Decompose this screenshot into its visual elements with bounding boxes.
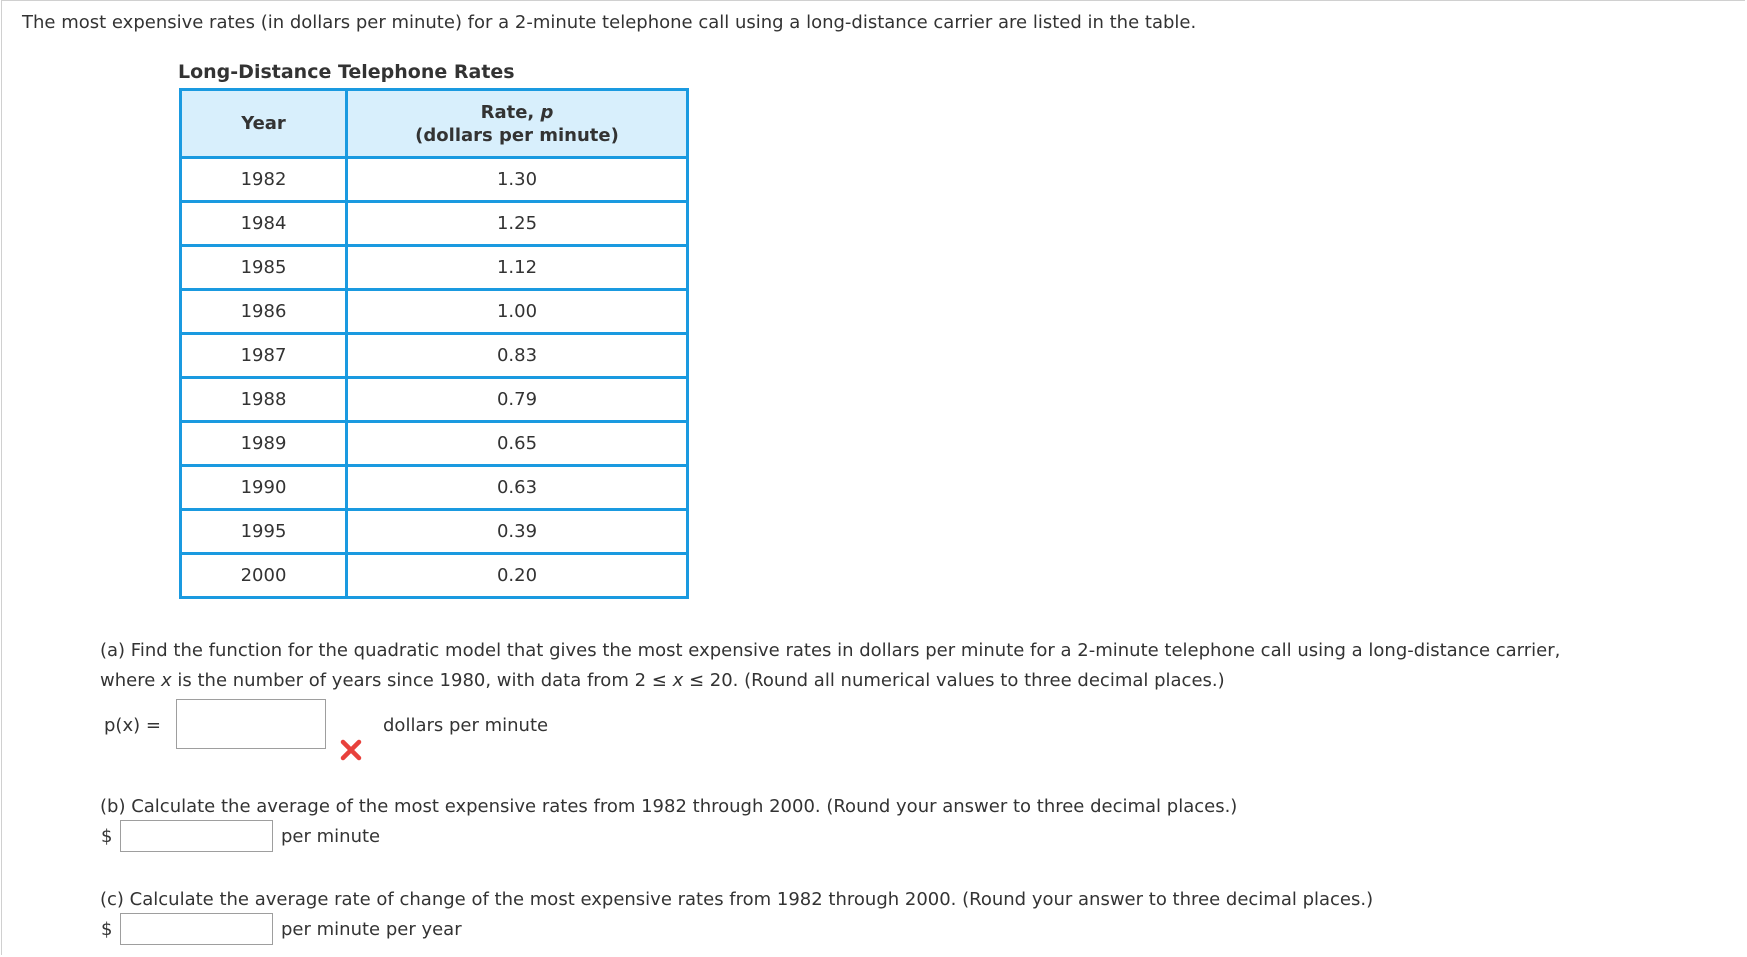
intro-text: The most expensive rates (in dollars per minute) for a 2-minute telephone call using a long-distance carrier are listed in the table. bbox=[22, 12, 1197, 33]
table-title: Long-Distance Telephone Rates bbox=[178, 61, 515, 83]
rate-of-change-answer-input[interactable] bbox=[120, 913, 273, 945]
table-row bbox=[181, 158, 688, 202]
header-rate-units: (dollars per minute) bbox=[415, 124, 619, 146]
table-row bbox=[181, 554, 688, 598]
table-row bbox=[181, 246, 688, 290]
cell-rate: 0.20 bbox=[347, 554, 688, 598]
part-c-currency: $ bbox=[101, 919, 113, 940]
part-b-prompt: (b) Calculate the average of the most expensive rates from 1982 through 2000. (Round your answer to three decimal places.) bbox=[100, 796, 1238, 817]
part-a-units: dollars per minute bbox=[383, 715, 549, 736]
cell-year: 2000 bbox=[181, 554, 347, 598]
cell-rate: 1.25 bbox=[347, 202, 688, 246]
table-row bbox=[181, 510, 688, 554]
function-label: p(x) = bbox=[104, 715, 161, 736]
header-rate-prefix: Rate, bbox=[480, 101, 541, 123]
cell-year: 1987 bbox=[181, 334, 347, 378]
function-answer-input[interactable] bbox=[176, 699, 326, 749]
cell-rate: 0.79 bbox=[347, 378, 688, 422]
cell-year: 1995 bbox=[181, 510, 347, 554]
cell-rate: 0.39 bbox=[347, 510, 688, 554]
cell-rate: 0.65 bbox=[347, 422, 688, 466]
rates-table bbox=[179, 88, 689, 599]
table-row bbox=[181, 466, 688, 510]
table-body bbox=[181, 158, 688, 598]
cell-year: 1985 bbox=[181, 246, 347, 290]
part-b-currency: $ bbox=[101, 826, 113, 847]
cell-year: 1990 bbox=[181, 466, 347, 510]
table-header-row bbox=[181, 90, 688, 158]
part-b-units: per minute bbox=[281, 826, 381, 847]
cell-rate: 0.63 bbox=[347, 466, 688, 510]
cell-year: 1988 bbox=[181, 378, 347, 422]
average-answer-input[interactable] bbox=[120, 820, 273, 852]
table-row bbox=[181, 202, 688, 246]
cell-year: 1989 bbox=[181, 422, 347, 466]
cell-year: 1986 bbox=[181, 290, 347, 334]
part-a-prompt-line1: (a) Find the function for the quadratic model that gives the most expensive rates in dollars per minute for a 2-minute telephone call using a long-distance carrier, bbox=[100, 640, 1561, 661]
part-a-text-pre: where bbox=[100, 670, 162, 691]
cell-rate: 1.12 bbox=[347, 246, 688, 290]
cell-year: 1984 bbox=[181, 202, 347, 246]
cell-rate: 1.00 bbox=[347, 290, 688, 334]
table-row bbox=[181, 334, 688, 378]
header-year: Year bbox=[181, 90, 347, 158]
header-rate-var: p bbox=[540, 101, 554, 123]
cell-rate: 0.83 bbox=[347, 334, 688, 378]
table-row bbox=[181, 378, 688, 422]
part-a-var-x2: x bbox=[672, 670, 684, 691]
part-c-units: per minute per year bbox=[281, 919, 462, 940]
part-a-var-x: x bbox=[161, 670, 172, 691]
cell-rate: 1.30 bbox=[347, 158, 688, 202]
table-row bbox=[181, 422, 688, 466]
cell-year: 1982 bbox=[181, 158, 347, 202]
table-row bbox=[181, 290, 688, 334]
part-a-text-post: ≤ 20. (Round all numerical values to three decimal places.) bbox=[683, 670, 1225, 691]
part-a-prompt-line2 bbox=[100, 670, 1225, 691]
part-a-text-mid: is the number of years since 1980, with data from 2 ≤ bbox=[171, 670, 673, 691]
header-rate bbox=[347, 90, 688, 158]
part-c-prompt: (c) Calculate the average rate of change of the most expensive rates from 1982 through 2000. (Round your answer to three decimal places.) bbox=[100, 889, 1374, 910]
incorrect-x-icon bbox=[338, 737, 364, 763]
